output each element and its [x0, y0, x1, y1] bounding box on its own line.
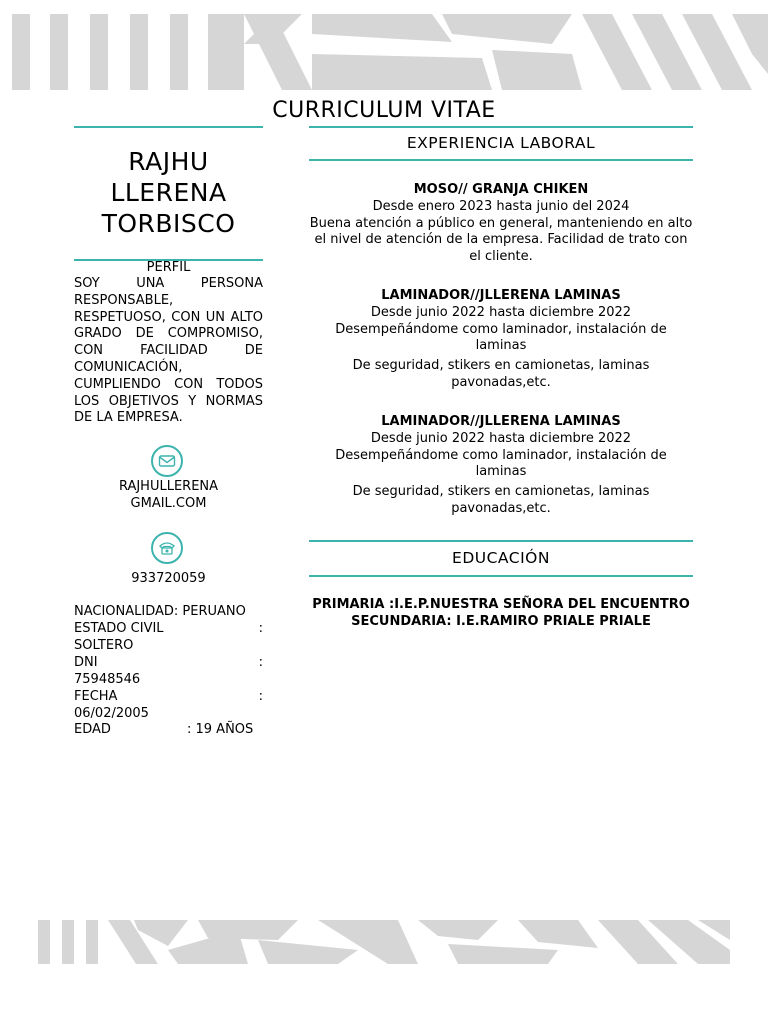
birth-date-row [74, 688, 263, 722]
job-description: Buena atención a público en general, manteniendo en alto el nivel de atención de la empresa. Facilidad de trato con el cliente. [309, 215, 693, 265]
nationality-row [74, 603, 263, 620]
job-extra: De seguridad, stikers en camionetas, laminas pavonadas,etc. [352, 358, 650, 390]
education-top-rule [309, 540, 693, 542]
age-value: : 19 AÑOS [187, 722, 254, 737]
birth-date-separator: : [258, 689, 263, 704]
candidate-name [74, 146, 263, 239]
experience-title: EXPERIENCIA LABORAL [406, 134, 596, 152]
job-period: Desde junio 2022 hasta diciembre 2022 [370, 430, 632, 446]
job-extra: De seguridad, stikers en camionetas, laminas pavonadas,etc. [352, 484, 650, 516]
job-entry [309, 414, 693, 518]
name-line: LLERENA [110, 178, 227, 207]
civil-status-row [74, 620, 263, 654]
dni-separator: : [258, 655, 263, 670]
job-entry [309, 182, 693, 266]
dni-value: 75948546 [74, 672, 141, 687]
left-top-rule [74, 126, 263, 128]
education-item: PRIMARIA :I.E.P.NUESTRA SEÑORA DEL ENCUENTRO [312, 597, 690, 612]
profile-text: SOY UNA PERSONA RESPONSABLE, RESPETUOSO, CON UN ALTO GRADO DE COMPROMISO, CON FACILIDAD DE COMUNICACIÓN, CUMPLIENDO CON TODOS LOS OBJETIVOS Y NORMAS DE LA EMPRESA. [74, 276, 263, 426]
civil-status-separator: : [258, 621, 263, 636]
education-item: SECUNDARIA: I.E.RAMIRO PRIALE PRIALE [351, 613, 651, 629]
top-decorative-band [12, 14, 768, 90]
birth-date-value: 06/02/2005 [74, 706, 149, 721]
nationality-text: NACIONALIDAD: PERUANO [74, 604, 246, 619]
education-title: EDUCACIÓN [452, 549, 550, 567]
phone-icon [151, 532, 183, 564]
envelope-icon [151, 445, 183, 477]
dni-row [74, 654, 263, 688]
job-title: LAMINADOR//JLLERENA LAMINAS [381, 288, 621, 303]
experience-bottom-rule [309, 159, 693, 161]
document-title: CURRICULUM VITAE [272, 98, 496, 123]
job-title: LAMINADOR//JLLERENA LAMINAS [381, 414, 621, 429]
birth-date-label: FECHA [74, 689, 118, 704]
profile-title: PERFIL [146, 260, 191, 275]
email-line: RAJHULLERENA [118, 479, 219, 494]
name-line: TORBISCO [101, 209, 236, 238]
job-description: Desempeñándome como laminador, instalación de laminas [335, 321, 667, 354]
job-period: Desde junio 2022 hasta diciembre 2022 [370, 304, 632, 320]
dni-label: DNI [74, 655, 98, 670]
civil-status-value: SOLTERO [74, 638, 134, 653]
bottom-decorative-band [38, 920, 730, 964]
age-label: EDAD [74, 722, 111, 737]
email-line: GMAIL.COM [130, 496, 207, 511]
job-description: Desempeñándome como laminador, instalación de laminas [335, 447, 667, 480]
phone-number: 933720059 [131, 571, 206, 586]
age-row [74, 721, 263, 738]
name-line: RAJHU [128, 147, 209, 176]
civil-status-label: ESTADO CIVIL [74, 621, 164, 636]
education-list [309, 597, 693, 631]
job-title: MOSO// GRANJA CHIKEN [413, 182, 589, 197]
education-bottom-rule [309, 575, 693, 577]
email-text [74, 478, 263, 512]
job-period: Desde enero 2023 hasta junio del 2024 [372, 198, 630, 214]
right-top-rule [309, 126, 693, 128]
job-entry [309, 288, 693, 392]
